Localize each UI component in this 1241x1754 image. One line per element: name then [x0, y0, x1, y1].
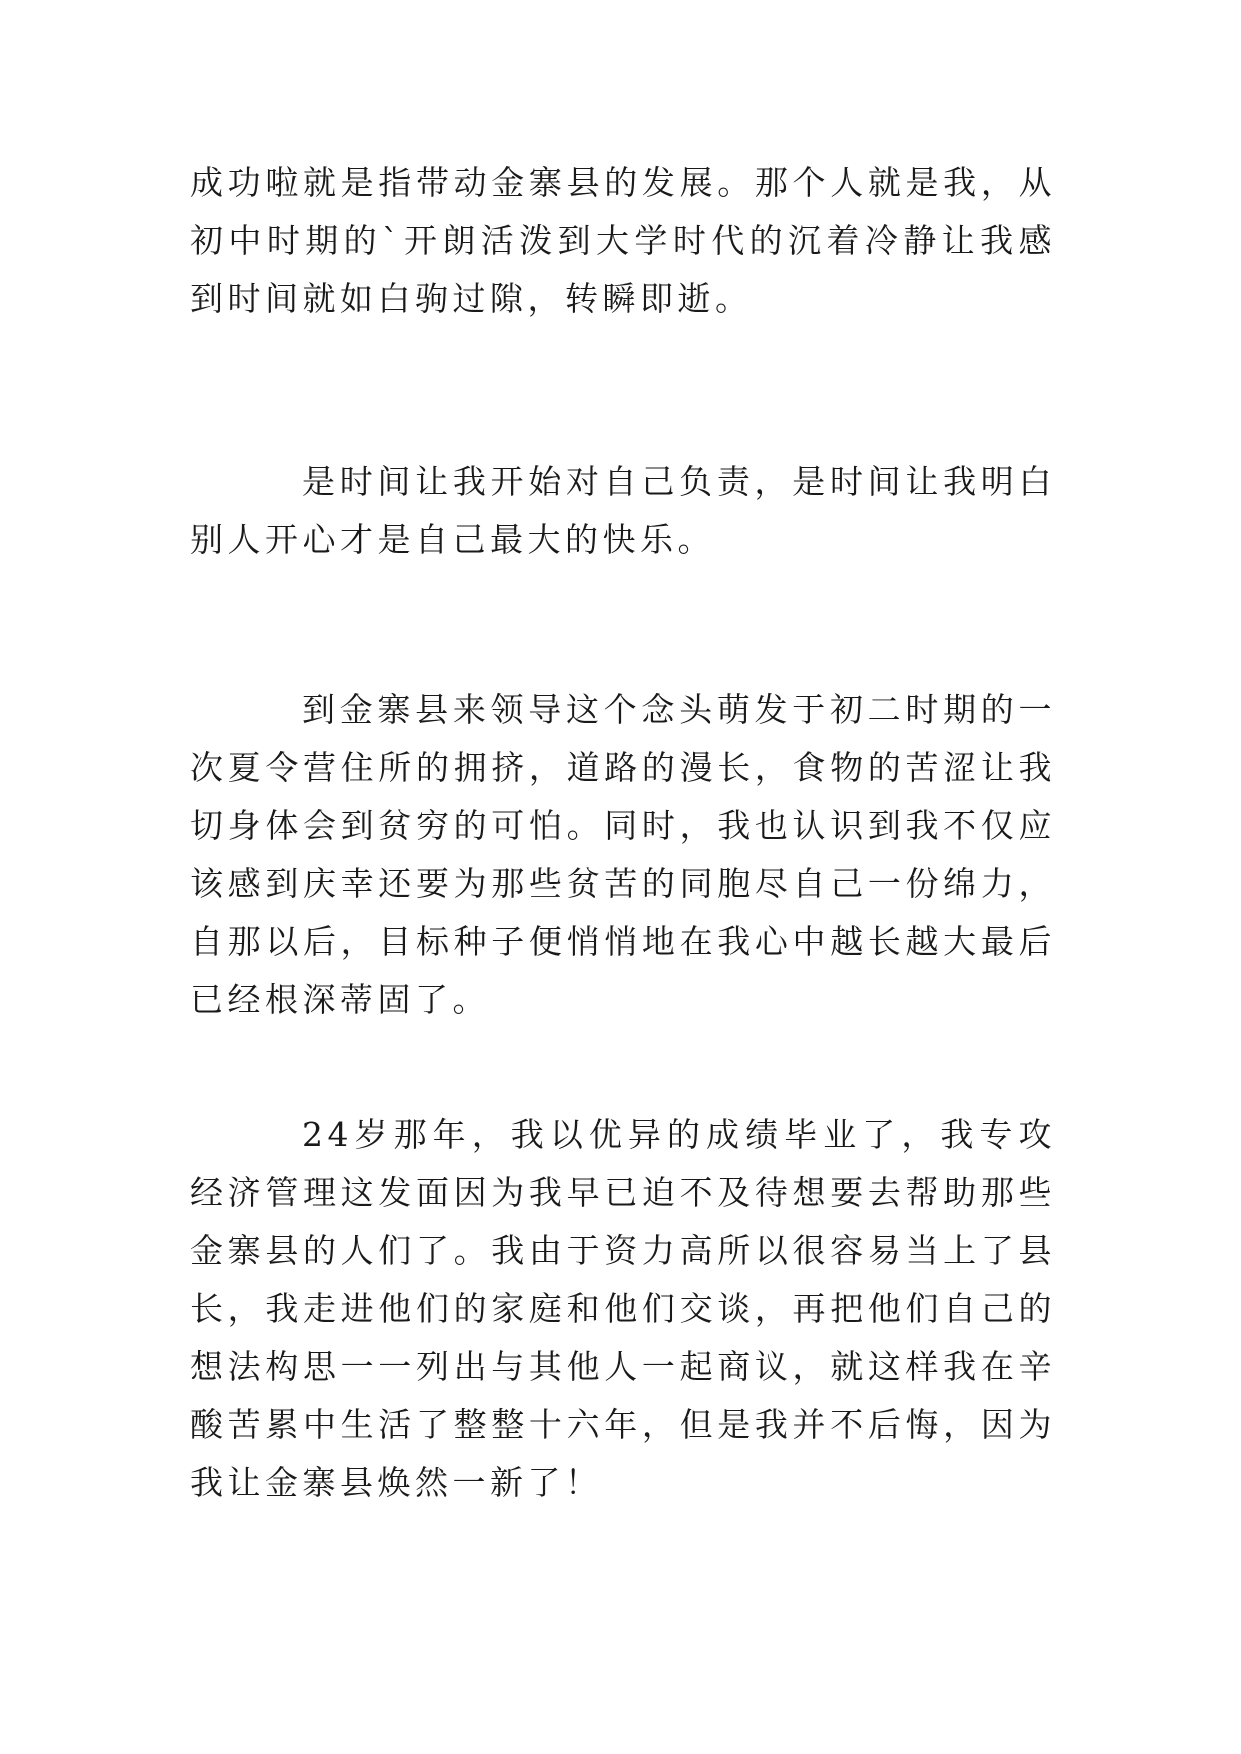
paragraph-2: 是时间让我开始对自己负责，是时间让我明白别人开心才是自己最大的快乐。: [190, 462, 1056, 559]
paragraph-3: 到金寨县来领导这个念头萌发于初二时期的一次夏令营住所的拥挤，道路的漫长，食物的苦涩让我切身体会到贫穷的可怕。同时，我也认识到我不仅应该感到庆幸还要为那些贫苦的同胞尽自己一份绵力，自那以后，目标种子便悄悄地在我心中越长越大最后已经根深蒂固了。: [190, 690, 1056, 1019]
paragraph-1: 成功啦就是指带动金寨县的发展。那个人就是我，从初中时期的`开朗活泼到大学时代的沉着冷静让我感到时间就如白驹过隙，转瞬即逝。: [190, 163, 1056, 318]
paragraph-4: 24岁那年，我以优异的成绩毕业了，我专攻经济管理这发面因为我早已迫不及待想要去帮助那些金寨县的人们了。我由于资力高所以很容易当上了县长，我走进他们的家庭和他们交谈，再把他们自己的想法构思一一列出与其他人一起商议，就这样我在辛酸苦累中生活了整整十六年，但是我并不后悔，因为我让金寨县焕然一新了！: [190, 1115, 1056, 1502]
